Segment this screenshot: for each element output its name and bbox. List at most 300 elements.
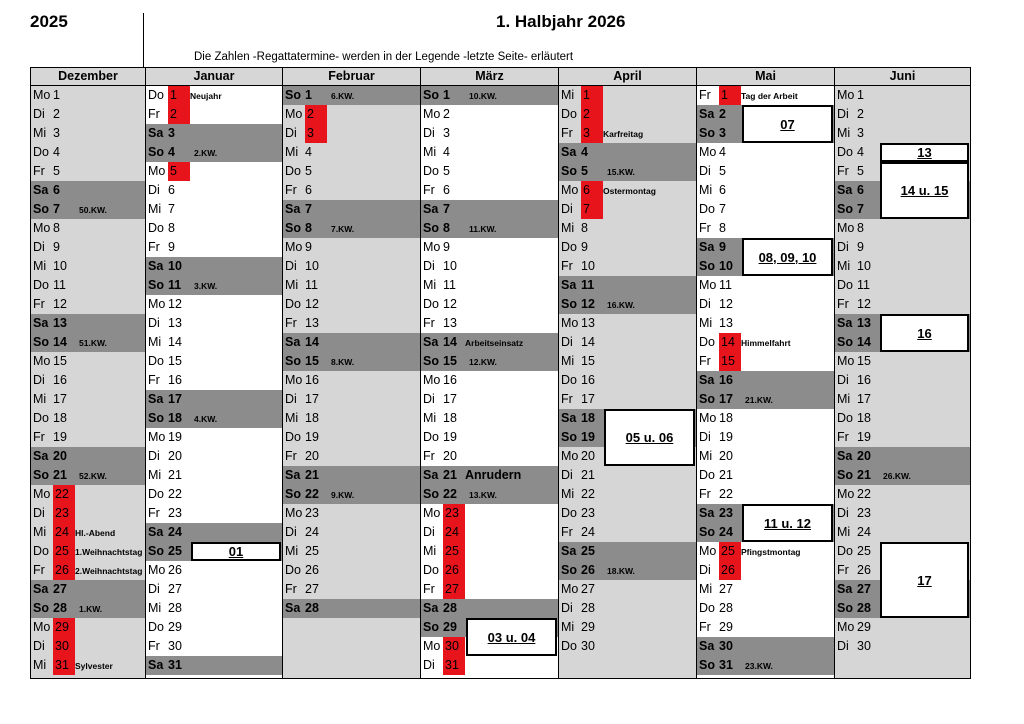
day-row bbox=[559, 637, 696, 656]
weekday-label: Mi bbox=[561, 620, 575, 634]
day-row bbox=[559, 371, 696, 390]
regatta-number-box: 11 u. 12 bbox=[742, 504, 833, 542]
weekday-label: Do bbox=[699, 335, 715, 349]
weekday-label: Sa bbox=[837, 316, 853, 330]
day-number: 2 bbox=[719, 107, 726, 121]
weekday-label: Fr bbox=[33, 430, 45, 444]
day-row bbox=[31, 295, 145, 314]
day-row bbox=[283, 580, 420, 599]
day-number: 27 bbox=[857, 582, 871, 596]
weekday-label: Do bbox=[33, 278, 49, 292]
holiday-day-number: 1 bbox=[581, 86, 603, 105]
day-number: 4 bbox=[168, 145, 175, 159]
day-number: 22 bbox=[443, 487, 457, 501]
day-number: 21 bbox=[53, 468, 67, 482]
weekday-label: So bbox=[837, 335, 853, 349]
weekday-label: Mo bbox=[699, 411, 717, 425]
weekday-label: Fr bbox=[699, 354, 711, 368]
day-row bbox=[31, 561, 145, 580]
day-number: 11 bbox=[857, 278, 870, 292]
day-row bbox=[283, 409, 420, 428]
day-row bbox=[283, 105, 420, 124]
weekday-label: So bbox=[285, 221, 301, 235]
day-number: 15 bbox=[305, 354, 319, 368]
weekday-label: So bbox=[837, 202, 853, 216]
weekday-label: Mo bbox=[33, 354, 51, 368]
day-number: 1 bbox=[305, 88, 312, 102]
weekday-label: Fr bbox=[837, 297, 849, 311]
weekday-label: Do bbox=[148, 221, 164, 235]
holiday-day-number: 3 bbox=[581, 124, 603, 143]
day-row bbox=[559, 485, 696, 504]
month-column-dezember bbox=[31, 68, 145, 678]
day-row bbox=[146, 314, 282, 333]
weekday-label: Di bbox=[148, 582, 160, 596]
day-number: 26 bbox=[581, 563, 595, 577]
day-number: 14 bbox=[443, 335, 457, 349]
day-number: 8 bbox=[53, 221, 60, 235]
day-row bbox=[31, 466, 145, 485]
weekday-label: Di bbox=[423, 126, 435, 140]
day-number: 15 bbox=[168, 354, 182, 368]
weekday-label: Di bbox=[285, 259, 297, 273]
month-header: Mai bbox=[697, 68, 834, 86]
weekday-label: Mo bbox=[148, 297, 166, 311]
weekday-label: Mo bbox=[423, 240, 441, 254]
day-number: 28 bbox=[53, 601, 67, 615]
day-row bbox=[421, 542, 558, 561]
day-row bbox=[421, 276, 558, 295]
day-number: 6 bbox=[443, 183, 450, 197]
day-row bbox=[697, 409, 834, 428]
day-number: 2 bbox=[53, 107, 60, 121]
day-row bbox=[146, 257, 282, 276]
day-row bbox=[283, 466, 420, 485]
day-number: 2 bbox=[443, 107, 450, 121]
day-row bbox=[283, 561, 420, 580]
weekday-label: Fr bbox=[423, 316, 435, 330]
day-number: 22 bbox=[305, 487, 319, 501]
weekday-label: So bbox=[148, 145, 164, 159]
weekday-label: Mi bbox=[837, 392, 851, 406]
day-number: 15 bbox=[443, 354, 457, 368]
weekday-label: Do bbox=[285, 164, 301, 178]
day-number: 30 bbox=[719, 639, 733, 653]
weekday-label: Mo bbox=[423, 373, 441, 387]
weekday-label: Sa bbox=[423, 335, 439, 349]
month-header: März bbox=[421, 68, 558, 86]
day-number: 23 bbox=[857, 506, 871, 520]
day-number: 14 bbox=[857, 335, 871, 349]
day-number: 28 bbox=[168, 601, 182, 615]
day-row bbox=[421, 352, 558, 371]
day-number: 20 bbox=[719, 449, 733, 463]
day-number: 4 bbox=[581, 145, 588, 159]
day-row bbox=[283, 371, 420, 390]
holiday-day-number: 26 bbox=[443, 561, 465, 580]
weekday-label: Fr bbox=[33, 563, 45, 577]
day-row bbox=[421, 238, 558, 257]
weekday-label: So bbox=[148, 278, 164, 292]
weekday-label: Fr bbox=[837, 563, 849, 577]
weekday-label: Di bbox=[561, 601, 573, 615]
day-number: 11 bbox=[719, 278, 732, 292]
day-number: 21 bbox=[581, 468, 595, 482]
day-note: Karfreitag bbox=[603, 129, 644, 139]
holiday-day-number: 15 bbox=[719, 352, 741, 371]
regatta-number-box: 08, 09, 10 bbox=[742, 238, 833, 276]
weekday-label: Sa bbox=[33, 449, 49, 463]
weekday-label: Fr bbox=[285, 183, 297, 197]
calendar-week-label: 1.KW. bbox=[79, 604, 103, 614]
weekday-label: Sa bbox=[285, 601, 301, 615]
day-number: 23 bbox=[719, 506, 733, 520]
day-row bbox=[559, 181, 696, 200]
day-number: 10 bbox=[53, 259, 67, 273]
day-row bbox=[421, 219, 558, 238]
day-number: 18 bbox=[581, 411, 595, 425]
weekday-label: So bbox=[561, 164, 577, 178]
weekday-label: Do bbox=[423, 563, 439, 577]
weekday-label: Do bbox=[285, 430, 301, 444]
weekday-label: Fr bbox=[699, 620, 711, 634]
weekday-label: Di bbox=[33, 107, 45, 121]
day-number: 4 bbox=[719, 145, 726, 159]
weekday-label: So bbox=[285, 487, 301, 501]
day-row bbox=[697, 86, 834, 105]
day-row bbox=[559, 219, 696, 238]
day-row bbox=[283, 504, 420, 523]
holiday-day-number: 31 bbox=[443, 656, 465, 675]
day-row bbox=[283, 447, 420, 466]
weekday-label: Do bbox=[699, 601, 715, 615]
day-row bbox=[559, 276, 696, 295]
weekday-label: Mo bbox=[561, 316, 579, 330]
calendar-week-label: 26.KW. bbox=[883, 471, 911, 481]
day-row bbox=[697, 390, 834, 409]
weekday-label: Do bbox=[33, 544, 49, 558]
day-row bbox=[697, 200, 834, 219]
day-number: 25 bbox=[305, 544, 319, 558]
day-number: 10 bbox=[719, 259, 733, 273]
day-number: 17 bbox=[581, 392, 595, 406]
weekday-label: Mi bbox=[148, 468, 162, 482]
weekday-label: Do bbox=[148, 88, 164, 102]
day-row bbox=[835, 238, 970, 257]
day-row bbox=[31, 314, 145, 333]
day-row bbox=[31, 162, 145, 181]
weekday-label: So bbox=[33, 468, 49, 482]
day-number: 3 bbox=[857, 126, 864, 140]
day-row bbox=[559, 124, 696, 143]
calendar-week-label: 18.KW. bbox=[607, 566, 635, 576]
weekday-label: Fr bbox=[148, 506, 160, 520]
day-row bbox=[146, 295, 282, 314]
weekday-label: Di bbox=[423, 658, 435, 672]
weekday-label: Fr bbox=[837, 164, 849, 178]
day-number: 3 bbox=[53, 126, 60, 140]
day-row bbox=[421, 314, 558, 333]
day-number: 21 bbox=[443, 468, 457, 482]
weekday-label: So bbox=[837, 601, 853, 615]
day-number: 7 bbox=[857, 202, 864, 216]
weekday-label: Fr bbox=[423, 449, 435, 463]
day-number: 6 bbox=[857, 183, 864, 197]
weekday-label: So bbox=[33, 601, 49, 615]
day-row bbox=[283, 162, 420, 181]
weekday-label: Do bbox=[699, 468, 715, 482]
day-row bbox=[697, 428, 834, 447]
day-number: 13 bbox=[168, 316, 182, 330]
weekday-label: Do bbox=[148, 620, 164, 634]
day-number: 6 bbox=[305, 183, 312, 197]
weekday-label: Di bbox=[561, 468, 573, 482]
weekday-label: Di bbox=[285, 126, 297, 140]
day-number: 9 bbox=[305, 240, 312, 254]
holiday-day-number: 26 bbox=[53, 561, 75, 580]
holiday-day-number: 23 bbox=[53, 504, 75, 523]
day-number: 23 bbox=[305, 506, 319, 520]
day-row bbox=[835, 637, 970, 656]
weekday-label: Fr bbox=[699, 221, 711, 235]
day-row bbox=[835, 618, 970, 637]
day-number: 27 bbox=[168, 582, 182, 596]
day-number: 18 bbox=[168, 411, 182, 425]
day-number: 1 bbox=[857, 88, 864, 102]
weekday-label: Do bbox=[561, 107, 577, 121]
day-row bbox=[283, 257, 420, 276]
day-number: 23 bbox=[168, 506, 182, 520]
day-row bbox=[31, 580, 145, 599]
weekday-label: Do bbox=[561, 506, 577, 520]
holiday-day-number: 25 bbox=[53, 542, 75, 561]
day-row bbox=[835, 504, 970, 523]
weekday-label: Mo bbox=[423, 107, 441, 121]
day-number: 19 bbox=[857, 430, 871, 444]
day-number: 6 bbox=[168, 183, 175, 197]
day-row bbox=[146, 352, 282, 371]
day-row bbox=[559, 238, 696, 257]
day-row bbox=[146, 523, 282, 542]
day-number: 18 bbox=[857, 411, 871, 425]
weekday-label: Sa bbox=[33, 183, 49, 197]
weekday-label: Sa bbox=[148, 658, 164, 672]
day-note: Hl.-Abend bbox=[75, 528, 116, 538]
weekday-label: Mi bbox=[33, 126, 47, 140]
weekday-label: Mo bbox=[561, 449, 579, 463]
day-row bbox=[559, 561, 696, 580]
weekday-label: Do bbox=[148, 354, 164, 368]
day-row bbox=[697, 295, 834, 314]
weekday-label: Mi bbox=[837, 259, 851, 273]
calendar-week-label: 11.KW. bbox=[469, 224, 497, 234]
day-number: 29 bbox=[443, 620, 457, 634]
day-row bbox=[31, 447, 145, 466]
weekday-label: Di bbox=[699, 297, 711, 311]
day-number: 12 bbox=[168, 297, 182, 311]
day-number: 26 bbox=[168, 563, 182, 577]
weekday-label: Mi bbox=[699, 316, 713, 330]
weekday-label: Mi bbox=[699, 582, 713, 596]
weekday-label: Mo bbox=[285, 373, 303, 387]
holiday-day-number: 26 bbox=[719, 561, 741, 580]
day-number: 22 bbox=[857, 487, 871, 501]
day-number: 12 bbox=[53, 297, 67, 311]
weekday-label: Sa bbox=[561, 544, 577, 558]
day-row bbox=[283, 238, 420, 257]
weekday-label: Mi bbox=[699, 183, 713, 197]
day-row bbox=[421, 105, 558, 124]
day-row bbox=[31, 618, 145, 637]
weekday-label: Fr bbox=[561, 525, 573, 539]
day-row bbox=[146, 200, 282, 219]
month-header: Dezember bbox=[31, 68, 145, 86]
day-row bbox=[697, 219, 834, 238]
weekday-label: Sa bbox=[837, 183, 853, 197]
regatta-number-box: 14 u. 15 bbox=[880, 162, 969, 219]
day-number: 21 bbox=[305, 468, 319, 482]
day-row bbox=[697, 637, 834, 656]
calendar-grid bbox=[30, 67, 971, 679]
day-row bbox=[421, 86, 558, 105]
day-row bbox=[283, 599, 420, 618]
month-column-märz bbox=[420, 68, 558, 678]
day-number: 16 bbox=[857, 373, 871, 387]
weekday-label: Do bbox=[837, 411, 853, 425]
calendar-week-label: 13.KW. bbox=[469, 490, 497, 500]
page-title: 1. Halbjahr 2026 bbox=[496, 12, 626, 31]
day-row bbox=[421, 333, 558, 352]
calendar-week-label: 9.KW. bbox=[331, 490, 355, 500]
day-number: 4 bbox=[857, 145, 864, 159]
day-row bbox=[835, 447, 970, 466]
day-row bbox=[146, 238, 282, 257]
day-number: 18 bbox=[53, 411, 67, 425]
day-row bbox=[559, 86, 696, 105]
day-row bbox=[283, 314, 420, 333]
day-row bbox=[559, 143, 696, 162]
day-row bbox=[421, 409, 558, 428]
day-row bbox=[697, 618, 834, 637]
day-row bbox=[835, 523, 970, 542]
day-number: 11 bbox=[305, 278, 318, 292]
weekday-label: Sa bbox=[148, 259, 164, 273]
calendar-week-label: 7.KW. bbox=[331, 224, 355, 234]
day-row bbox=[283, 295, 420, 314]
weekday-label: Do bbox=[423, 430, 439, 444]
weekday-label: Di bbox=[285, 525, 297, 539]
day-number: 22 bbox=[168, 487, 182, 501]
day-number: 5 bbox=[719, 164, 726, 178]
weekday-label: Do bbox=[33, 145, 49, 159]
weekday-label: Fr bbox=[33, 297, 45, 311]
day-number: 27 bbox=[53, 582, 67, 596]
weekday-label: Do bbox=[837, 145, 853, 159]
day-number: 11 bbox=[443, 278, 456, 292]
day-row bbox=[421, 523, 558, 542]
day-row bbox=[146, 390, 282, 409]
weekday-label: Di bbox=[33, 240, 45, 254]
day-note: Tag der Arbeit bbox=[741, 91, 798, 101]
weekday-label: Mi bbox=[285, 145, 299, 159]
holiday-day-number: 6 bbox=[581, 181, 603, 200]
day-row bbox=[146, 105, 282, 124]
holiday-day-number: 14 bbox=[719, 333, 741, 352]
day-row bbox=[146, 409, 282, 428]
day-number: 20 bbox=[53, 449, 67, 463]
weekday-label: So bbox=[423, 221, 439, 235]
day-number: 24 bbox=[857, 525, 871, 539]
day-row bbox=[31, 428, 145, 447]
weekday-label: So bbox=[33, 335, 49, 349]
day-row bbox=[697, 485, 834, 504]
holiday-day-number: 24 bbox=[53, 523, 75, 542]
day-number: 10 bbox=[168, 259, 182, 273]
weekday-label: Mo bbox=[423, 639, 441, 653]
weekday-label: Mo bbox=[561, 183, 579, 197]
day-note: Sylvester bbox=[75, 661, 113, 671]
day-row bbox=[835, 105, 970, 124]
day-number: 25 bbox=[857, 544, 871, 558]
weekday-label: Mo bbox=[148, 164, 166, 178]
weekday-label: Di bbox=[423, 259, 435, 273]
day-row bbox=[283, 428, 420, 447]
day-number: 1 bbox=[53, 88, 60, 102]
day-number: 17 bbox=[53, 392, 67, 406]
holiday-day-number: 27 bbox=[443, 580, 465, 599]
day-note: 1.Weihnachtstag bbox=[75, 547, 143, 557]
day-row bbox=[146, 86, 282, 105]
weekday-label: Do bbox=[561, 639, 577, 653]
day-row bbox=[697, 276, 834, 295]
holiday-day-number: 2 bbox=[581, 105, 603, 124]
calendar-week-label: 4.KW. bbox=[194, 414, 218, 424]
day-number: 12 bbox=[857, 297, 871, 311]
weekday-label: Mi bbox=[148, 202, 162, 216]
day-row bbox=[31, 485, 145, 504]
day-row bbox=[421, 599, 558, 618]
day-number: 5 bbox=[581, 164, 588, 178]
day-row bbox=[31, 409, 145, 428]
day-number: 17 bbox=[168, 392, 182, 406]
weekday-label: Di bbox=[148, 183, 160, 197]
day-row bbox=[283, 200, 420, 219]
weekday-label: Di bbox=[837, 373, 849, 387]
weekday-label: So bbox=[699, 658, 715, 672]
weekday-label: Mi bbox=[33, 658, 47, 672]
day-row bbox=[421, 257, 558, 276]
day-number: 6 bbox=[53, 183, 60, 197]
day-number: 30 bbox=[168, 639, 182, 653]
weekday-label: So bbox=[699, 259, 715, 273]
day-number: 15 bbox=[857, 354, 871, 368]
day-row bbox=[697, 143, 834, 162]
day-row bbox=[31, 542, 145, 561]
holiday-day-number: 1 bbox=[719, 86, 741, 105]
weekday-label: Mi bbox=[423, 278, 437, 292]
holiday-day-number: 5 bbox=[168, 162, 190, 181]
day-row bbox=[835, 352, 970, 371]
regatta-number-box: 03 u. 04 bbox=[466, 618, 557, 656]
calendar-week-label: 12.KW. bbox=[469, 357, 497, 367]
day-number: 31 bbox=[719, 658, 733, 672]
weekday-label: Mo bbox=[33, 487, 51, 501]
day-row bbox=[31, 105, 145, 124]
day-row bbox=[31, 371, 145, 390]
day-number: 6 bbox=[719, 183, 726, 197]
day-row bbox=[835, 428, 970, 447]
holiday-day-number: 7 bbox=[581, 200, 603, 219]
